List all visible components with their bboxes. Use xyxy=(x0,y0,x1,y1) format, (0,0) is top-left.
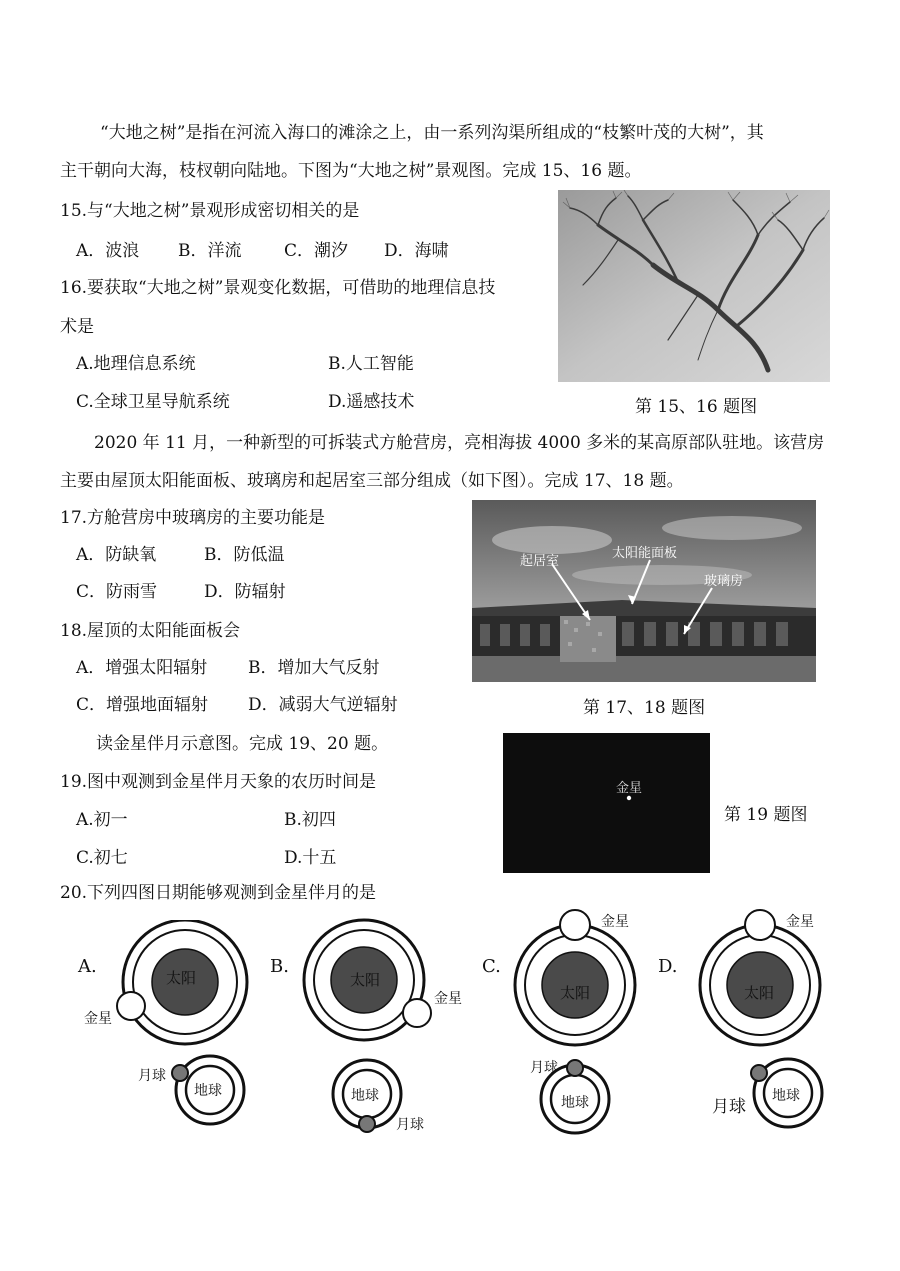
q18-option-b: B．增加大气反射 xyxy=(248,658,380,678)
diagram-d-earth-label: 地球 xyxy=(772,1088,800,1104)
diagram-c-moon-label: 月球 xyxy=(530,1060,558,1076)
q16-option-c: C.全球卫星导航系统 xyxy=(76,392,230,412)
diagram-a-moon-label: 月球 xyxy=(138,1068,166,1084)
diagram-b-moon-label: 月球 xyxy=(396,1117,424,1133)
diagram-a-venus-label: 金星 xyxy=(84,1011,112,1027)
intro-15-16-line2: 主干朝向大海，枝杈朝向陆地。下图为“大地之树”景观图。完成 15、16 题。 xyxy=(60,161,642,181)
q16-stem-line2: 术是 xyxy=(60,317,94,337)
q17-option-b: B．防低温 xyxy=(204,545,285,565)
q17-option-d: D．防辐射 xyxy=(204,582,286,602)
q18-stem: 18.屋顶的太阳能面板会 xyxy=(60,621,241,641)
diagram-d-venus-label: 金星 xyxy=(786,914,814,930)
q15-option-b: B．洋流 xyxy=(178,241,242,261)
q20-stem: 20.下列四图日期能够观测到金星伴月的是 xyxy=(60,883,377,903)
q16-stem-line1: 16.要获取“大地之树”景观变化数据，可借助的地理信息技 xyxy=(60,278,496,298)
q19-option-c: C.初七 xyxy=(76,848,128,868)
diagram-d-sun-label: 太阳 xyxy=(744,984,775,1002)
diagram-c-venus-label: 金星 xyxy=(601,914,629,930)
label-solar-panel: 太阳能面板 xyxy=(612,546,678,561)
q17-stem: 17.方舱营房中玻璃房的主要功能是 xyxy=(60,508,326,528)
diagram-b xyxy=(290,910,470,1140)
diagram-b-venus-label: 金星 xyxy=(434,991,462,1007)
diagram-c-sun-label: 太阳 xyxy=(560,984,591,1002)
diagram-c-earth-label: 地球 xyxy=(561,1095,589,1111)
q17-option-a: A．防缺氧 xyxy=(76,545,157,565)
q16-option-a: A.地理信息系统 xyxy=(76,354,196,374)
q19-option-b: B.初四 xyxy=(284,810,336,830)
tree-of-earth-photo xyxy=(558,190,830,382)
diagram-b-letter: B. xyxy=(270,956,289,977)
venus-moon-photo xyxy=(503,733,710,873)
photo-venus-label: 金星 xyxy=(616,781,643,796)
q16-option-d: D.遥感技术 xyxy=(328,392,415,412)
diagram-c-letter: C. xyxy=(482,956,501,977)
q15-stem: 15.与“大地之树”景观形成密切相关的是 xyxy=(60,201,360,221)
q18-option-a: A．增强太阳辐射 xyxy=(76,658,208,678)
diagram-d-moon-label: 月球 xyxy=(712,1097,746,1117)
label-living-room: 起居室 xyxy=(520,554,560,569)
diagram-b-sun-label: 太阳 xyxy=(350,971,381,989)
q16-option-b: B.人工智能 xyxy=(328,354,414,374)
figure-15-16-caption: 第 15、16 题图 xyxy=(635,397,758,417)
diagram-a-earth-label: 地球 xyxy=(194,1083,222,1099)
q15-option-c: C．潮汐 xyxy=(284,241,349,261)
intro-15-16-line1: “大地之树”是指在河流入海口的滩涂之上，由一系列沟渠所组成的“枝繁叶茂的大树”，其 xyxy=(100,123,764,143)
label-glass-room: 玻璃房 xyxy=(704,574,744,589)
q18-option-c: C．增强地面辐射 xyxy=(76,695,209,715)
figure-17-18-caption: 第 17、18 题图 xyxy=(583,698,706,718)
q18-option-d: D．减弱大气逆辐射 xyxy=(248,695,398,715)
q19-option-d: D.十五 xyxy=(284,848,337,868)
q17-option-c: C．防雨雪 xyxy=(76,582,158,602)
figure-19-caption: 第 19 题图 xyxy=(724,805,808,825)
q19-option-a: A.初一 xyxy=(76,810,128,830)
q15-option-d: D．海啸 xyxy=(384,241,449,261)
diagram-b-earth-label: 地球 xyxy=(351,1088,379,1104)
q15-option-a: A．波浪 xyxy=(76,241,140,261)
intro-17-18-line1: 2020 年 11 月，一种新型的可拆装式方舱营房，亮相海拔 4000 多米的某高原部队驻地。该营房 xyxy=(94,433,825,453)
intro-19-20: 读金星伴月示意图。完成 19、20 题。 xyxy=(96,734,389,754)
diagram-a-letter: A. xyxy=(78,956,97,977)
diagram-d-letter: D. xyxy=(658,956,678,977)
diagram-a-sun-label: 太阳 xyxy=(166,969,197,987)
barracks-photo xyxy=(472,500,816,682)
diagram-c xyxy=(505,905,685,1145)
q19-stem: 19.图中观测到金星伴月天象的农历时间是 xyxy=(60,772,377,792)
intro-17-18-line2: 主要由屋顶太阳能面板、玻璃房和起居室三部分组成（如下图）。完成 17、18 题。 xyxy=(60,471,684,491)
diagram-a xyxy=(80,920,280,1150)
